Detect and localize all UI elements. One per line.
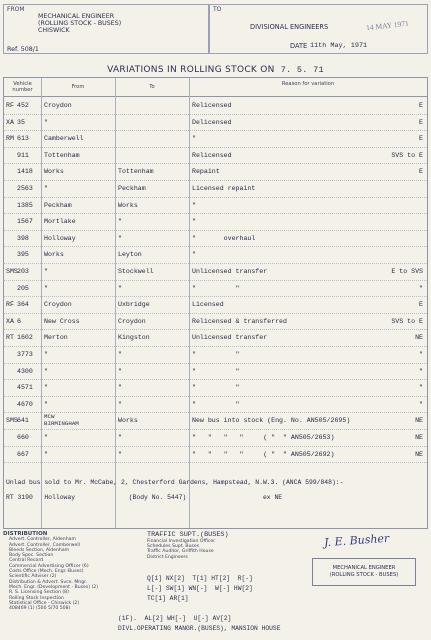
vehicle-number: 1602 (17, 334, 33, 342)
distribution-item: Advert. Controller, Aldenham (9, 537, 76, 543)
footer (0, 529, 431, 640)
from-location: Croydon (44, 102, 72, 109)
vehicle-class: RF (6, 301, 14, 309)
to-location: " (118, 218, 122, 226)
sale-vehicle-line: RT 3190 Holloway (Body No. 5447) ex NE (6, 494, 283, 501)
vehicle-number: 6 (17, 317, 21, 325)
date-label: DATE (290, 42, 308, 50)
vehicle-number: 641 (17, 417, 29, 425)
distribution-item: Rolling Stock Inspection (9, 595, 64, 601)
from-location: " (44, 118, 48, 126)
received-stamp: 14 MAY 1971 (365, 18, 410, 33)
from-location: Tottenham (44, 151, 80, 159)
vehicle-class: XA (6, 317, 14, 325)
row-divider (4, 462, 427, 463)
reason-text: " " (192, 367, 240, 375)
vehicle-class: RM (6, 135, 14, 143)
reason-text: Unlicensed transfer (192, 268, 268, 275)
from-box (3, 4, 209, 54)
row-divider (4, 197, 427, 198)
distribution-item: 408469 (1) (500 5/70 508) (9, 606, 71, 612)
vehicle-number: 364 (17, 301, 29, 309)
reason-text: " " " " ( " " AN505/2692) (192, 450, 335, 458)
signature-title: MECHANICAL ENGINEER (332, 565, 396, 571)
reason-text: Unlicensed transfer (192, 334, 268, 342)
to-label: TO (213, 6, 222, 13)
distribution-item: Body Spec. Section (9, 553, 54, 559)
ref-number: Ref. 508/1 (7, 46, 39, 53)
row-divider (4, 313, 427, 314)
vehicle-number: 35 (17, 118, 25, 126)
to-location: " (118, 351, 122, 358)
route-codes-4: (1F). AL[2] WH[-] U[-] AV[2] (118, 615, 232, 622)
row-divider (4, 280, 427, 281)
distribution-items (3, 537, 98, 611)
route-codes-1: Q[1] NX[2] T[1] HT[2] R[-] (147, 575, 253, 582)
row-divider (4, 180, 427, 181)
from-location: Peckham (44, 201, 72, 209)
from-location: Mortlake (44, 218, 76, 226)
row-divider (4, 114, 427, 115)
from-line: MECHANICAL ENGINEER (38, 13, 115, 20)
vehicle-class: RT (6, 334, 14, 342)
distribution-item: R. S. Licensing Section (8) (9, 590, 69, 596)
vehicle-number: 395 (17, 251, 29, 259)
reason-code: E (419, 301, 423, 309)
row-divider (4, 147, 427, 148)
reason-code: E (419, 135, 423, 143)
reason-text: Delicensed (192, 118, 232, 126)
vehicle-number: 205 (17, 284, 29, 292)
reason-code: NE (415, 434, 423, 441)
to-location: Leyton (118, 251, 142, 259)
route-codes-2: L[-] SW[1] WN[-] W[-] HW[2] (147, 585, 253, 592)
title-date: 7. 5. 71 (280, 65, 324, 75)
to-location: Tottenham (118, 168, 154, 176)
distribution-list (3, 532, 98, 611)
to-location: " (118, 434, 122, 441)
reason-code: SVS to E (391, 317, 423, 325)
row-divider (4, 230, 427, 231)
vehicle-class: RF (6, 102, 14, 109)
vehicle-number: 1567 (17, 218, 33, 226)
reason-text: " " (192, 284, 240, 292)
from-location: " (44, 268, 48, 275)
traffic-recipient: Financial Investigation Officer (147, 539, 216, 544)
reason-text: Relicensed & transferred (192, 317, 287, 325)
title-text: VARIATIONS IN ROLLING STOCK ON (107, 65, 275, 75)
row-divider (4, 396, 427, 397)
reason-text: " (192, 251, 196, 259)
reason-text: " (192, 218, 196, 226)
from-location: Camberwell (44, 135, 84, 143)
to-location: " (118, 400, 122, 408)
row-divider (4, 213, 427, 214)
divl-operating-manager: DIVL.OPERATING MANGR.(BUSES), MANSION HOUSE (118, 625, 281, 632)
reason-code: " (419, 284, 423, 292)
from-location: " (44, 400, 48, 408)
distribution-item: Bleeds Section, Aldenham (9, 547, 70, 553)
sale-note: Unlad bus sold to Mr. McCabe, 2, Chesterford Gardens, Hampstead, N.W.3. (ANCA 599/848):- (6, 479, 344, 486)
vehicle-number: 4571 (17, 384, 33, 392)
vehicle-class: SMS (6, 268, 18, 275)
row-divider (4, 346, 427, 347)
to-location: " (118, 367, 122, 375)
vehicle-number: 3773 (17, 351, 33, 358)
reason-code: E (419, 168, 423, 176)
column-header-from: From (41, 78, 115, 97)
signature: J. E. Busher (323, 531, 390, 550)
reason-code: NE (415, 334, 423, 342)
reason-code: E to SVS (391, 268, 423, 275)
vehicle-number: 452 (17, 102, 29, 109)
from-location: " (44, 367, 48, 375)
reason-code: " (419, 400, 423, 408)
from-location: " (44, 434, 48, 441)
distribution-item: Distribution & Advert. Svce. Mngr. (9, 579, 88, 585)
from-location: Croydon (44, 301, 72, 309)
to-location: " (118, 450, 122, 458)
row-divider (4, 363, 427, 364)
vehicle-number: 1418 (17, 168, 33, 176)
from-location: " (44, 185, 48, 192)
to-location: Peckham (118, 185, 146, 192)
vehicle-number: 660 (17, 434, 29, 441)
reason-code: " (419, 367, 423, 375)
vehicle-number: 1385 (17, 201, 33, 209)
to-location: Kingston (118, 334, 150, 342)
reason-text: " " (192, 400, 240, 408)
reason-text: Relicensed (192, 102, 232, 109)
vehicle-number: 4300 (17, 367, 33, 375)
row-divider (4, 130, 427, 131)
vehicle-number: 667 (17, 450, 29, 458)
reason-code: E (419, 118, 423, 126)
distribution-item: Scientific Adviser (2) (9, 574, 57, 580)
traffic-recipient: Schedules Supt. Buses (147, 544, 200, 550)
row-divider (4, 429, 427, 430)
row-divider (4, 329, 427, 330)
distribution-item: Statistical Office - Chiswick (2) (9, 600, 80, 606)
to-location: " (118, 234, 122, 242)
traffic-recipient: District Engineers (147, 554, 188, 560)
page-title (0, 65, 431, 75)
row-divider (4, 296, 427, 297)
to-location: Works (118, 201, 138, 209)
reason-text: Relicensed (192, 151, 232, 159)
from-label: FROM (7, 6, 25, 13)
reason-text: " " (192, 351, 240, 358)
distribution-heading: DISTRIBUTION (3, 531, 48, 537)
reason-text: " " (192, 384, 240, 392)
reason-text: " " " " ( " " AN505/2653) (192, 434, 335, 441)
to-location: " (118, 284, 122, 292)
reason-text: " (192, 201, 196, 209)
from-location: MCW BIRMINGHAM (44, 413, 79, 428)
from-location: " (44, 284, 48, 292)
from-location: Merton (44, 334, 68, 342)
row-divider (4, 446, 427, 447)
distribution-item: Costs Office (Mech. Engr.-Buses) (9, 569, 84, 575)
traffic-title: TRAFFIC SUPT.(BUSES) (147, 531, 229, 539)
to-location: Stockwell (118, 268, 154, 275)
from-location: " (44, 384, 48, 392)
to-value: DIVISIONAL ENGINEERS (250, 23, 329, 31)
from-location: Works (44, 168, 64, 176)
reason-code: " (419, 351, 423, 358)
reason-text: Licensed (192, 301, 224, 309)
traffic-recipients (147, 539, 215, 560)
from-location: Holloway (44, 234, 76, 242)
reason-code: " (419, 384, 423, 392)
distribution-item: Advert. Controller, Camberwell (9, 542, 80, 548)
reason-text: " (192, 135, 196, 143)
column-header-vehicle: Vehicle number (4, 78, 41, 97)
reason-code: NE (415, 417, 423, 425)
row-divider (4, 163, 427, 164)
reason-text: New bus into stock (Eng. No. AN505/2695) (192, 417, 351, 425)
from-location: Works (44, 251, 64, 259)
from-location: New Cross (44, 317, 80, 325)
reason-text: Licensed repaint (192, 185, 256, 192)
signature-block (312, 558, 416, 586)
reason-code: E (419, 102, 423, 109)
to-location: Works (118, 417, 138, 425)
variations-table (3, 77, 428, 529)
vehicle-number: 203 (17, 268, 29, 275)
row-divider (4, 263, 427, 264)
column-header-reason: Reason for variation (189, 78, 427, 97)
vehicle-number: 2563 (17, 185, 33, 192)
date-value: 11th May, 1971 (310, 42, 368, 50)
vehicle-number: 613 (17, 135, 29, 143)
distribution-item: Commercial Advertising Officer (6) (9, 563, 89, 569)
to-location: Uxbridge (118, 301, 150, 309)
distribution-item: Mech. Engr. (Development - Buses) (2) (9, 584, 98, 590)
reason-code: NE (415, 450, 423, 458)
vehicle-number: 911 (17, 151, 29, 159)
vehicle-number: 4670 (17, 400, 33, 408)
reason-text: Repaint (192, 168, 220, 176)
reason-code: SVS to E (391, 151, 423, 159)
column-divider (41, 78, 42, 528)
from-address (38, 13, 121, 34)
distribution-item: Central Record (9, 558, 44, 564)
vehicle-class: SMS (6, 417, 18, 425)
column-divider (115, 78, 116, 528)
from-line: (ROLLING STOCK - BUSES) (38, 20, 122, 27)
vehicle-number: 398 (17, 234, 29, 242)
to-location: " (118, 384, 122, 392)
column-divider (189, 78, 190, 528)
reason-text: " overhaul (192, 234, 256, 242)
from-line: CHISWICK (38, 27, 70, 34)
from-location: " (44, 450, 48, 458)
to-location: Croydon (118, 317, 146, 325)
vehicle-class: XA (6, 118, 14, 126)
traffic-recipient: Traffic Auditor, Griffith House (147, 549, 214, 555)
to-box (209, 4, 428, 54)
from-location: " (44, 351, 48, 358)
column-header-to: To (115, 78, 189, 97)
row-divider (4, 246, 427, 247)
row-divider (4, 379, 427, 380)
signature-subtitle: (ROLLING STOCK - BUSES) (329, 571, 399, 578)
route-codes-3: TC[1] AR[1] (147, 595, 189, 602)
